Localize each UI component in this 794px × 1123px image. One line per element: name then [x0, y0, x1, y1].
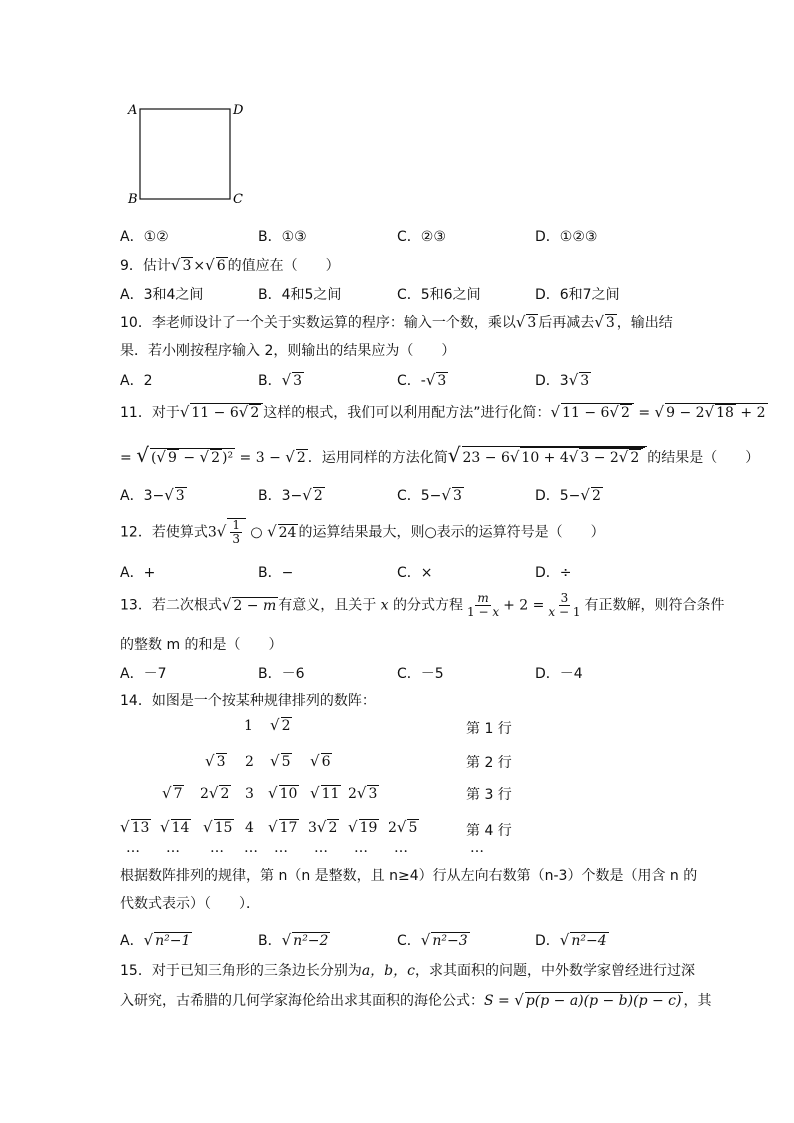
row-label-2: 第 2 行	[466, 755, 512, 771]
q12-option-d: D．÷	[535, 565, 572, 581]
q8-option-c: C．②③	[397, 229, 446, 245]
vertex-label-a: A	[128, 103, 138, 118]
q14-option-c: C．√ n²−3	[397, 931, 468, 949]
q9-stem: 9．估计√ 3 ×√ 6 的值应在（ ）	[120, 256, 340, 274]
q9-option-c: C．5和6之间	[397, 287, 481, 303]
row-label-4: 第 4 行	[466, 823, 512, 839]
q15-stem-line2: 入研究，古希腊的几何学家海伦给出求其面积的海伦公式：S = √ p(p − a)(p − b)(p − c) ，其	[120, 991, 712, 1009]
row-label-1: 第 1 行	[466, 721, 512, 737]
q14-option-d: D．√ n²−4	[535, 931, 607, 949]
q11-option-c: C．5−√ 3	[397, 486, 462, 504]
row-label-3: 第 3 行	[466, 787, 512, 803]
q9-option-b: B．4和5之间	[258, 287, 342, 303]
q13-option-a: A．－7	[120, 666, 167, 682]
vertex-label-d: D	[233, 103, 244, 118]
q10-option-d: D．3√ 3	[535, 371, 590, 389]
q11-stem-line2: = √ (√ 9 − √ 2 )² = 3 − √ 2 ．运用同样的方法化简√ 23 − 6√ 10 + 4√ 3 − 2√ 2 的结果是（ ）	[120, 443, 760, 467]
q12-option-c: C．×	[397, 565, 433, 581]
q13-option-c: C．－5	[397, 666, 444, 682]
q13-option-b: B．－6	[258, 666, 305, 682]
q10-option-b: B．√ 3	[258, 371, 303, 389]
q11-option-a: A．3−√ 3	[120, 486, 185, 504]
q14-question-line1: 根据数阵排列的规律，第 n（n 是整数，且 n≥4）行从左向右数第（n-3）个数是（用含 n 的	[120, 868, 698, 884]
q11-option-d: D．5−√ 2	[535, 486, 601, 504]
q12-option-b: B．−	[258, 565, 294, 581]
q12-stem: 12．若使算式3√ $\frac{1}{3}$ ○ √ 24 的运算结果最大，则○表示的运算符号是（ ）	[120, 518, 605, 547]
q8-option-d: D．①②③	[535, 229, 598, 245]
q14-option-a: A．√ n²−1	[120, 931, 191, 949]
ellipsis: …	[126, 840, 140, 856]
q9-option-d: D．6和7之间	[535, 287, 620, 303]
q10-option-c: C．-√ 3	[397, 371, 447, 389]
square-abcd-figure	[126, 100, 246, 206]
q10-option-a: A．2	[120, 373, 153, 389]
q12-option-a: A．+	[120, 565, 156, 581]
q10-stem-line2: 果．若小刚按程序输入 2，则输出的结果应为（ ）	[120, 343, 456, 359]
q13-stem-line2: 的整数 m 的和是（ ）	[120, 637, 283, 653]
q8-option-a: A．①②	[120, 229, 169, 245]
q8-option-b: B．①③	[258, 229, 307, 245]
q14-option-b: B．√ n²−2	[258, 931, 329, 949]
q14-question-line2: 代数式表示）（ ）．	[120, 896, 260, 912]
q9-option-a: A．3和4之间	[120, 287, 204, 303]
vertex-label-c: C	[233, 192, 243, 206]
number-array: 1 √ 2 √ 3 2 √ 5 √ 6 √ 7 2√ 2 3 √ 10 √ 11 2√ 3 √ 13 √ 14 √ 15 4 √ 17 3√ 2 √ 19 2√ 5 第 1 行 第 2 行 第 3 行 第 4 行 … … … … … … … … …	[120, 716, 512, 856]
q13-option-d: D．－4	[535, 666, 583, 682]
vertex-label-b: B	[128, 192, 138, 206]
q13-stem-line1: 13．若二次根式√ 2 − m 有意义，且关于 x 的分式方程 $\frac{m}{1 - x}$ + 2 = $\frac{3}{x - 1}$ 有正数解，则符合条件	[120, 591, 725, 620]
q15-stem-line1: 15．对于已知三角形的三条边长分别为a，b，c，求其面积的问题，中外数学家曾经进行过深	[120, 963, 695, 979]
q11-stem-line1: 11．对于√ 11 − 6√ 2 这样的根式，我们可以利用配方法”进行化简：√ 11 − 6√ 2 = √ 9 − 2√ 18 + 2	[120, 403, 766, 421]
q11-option-b: B．3−√ 2	[258, 486, 323, 504]
q10-stem-line1: 10．李老师设计了一个关于实数运算的程序：输入一个数，乘以√ 3 后再减去√ 3 ，输出结	[120, 313, 673, 331]
q14-stem: 14．如图是一个按某种规律排列的数阵：	[120, 693, 376, 709]
